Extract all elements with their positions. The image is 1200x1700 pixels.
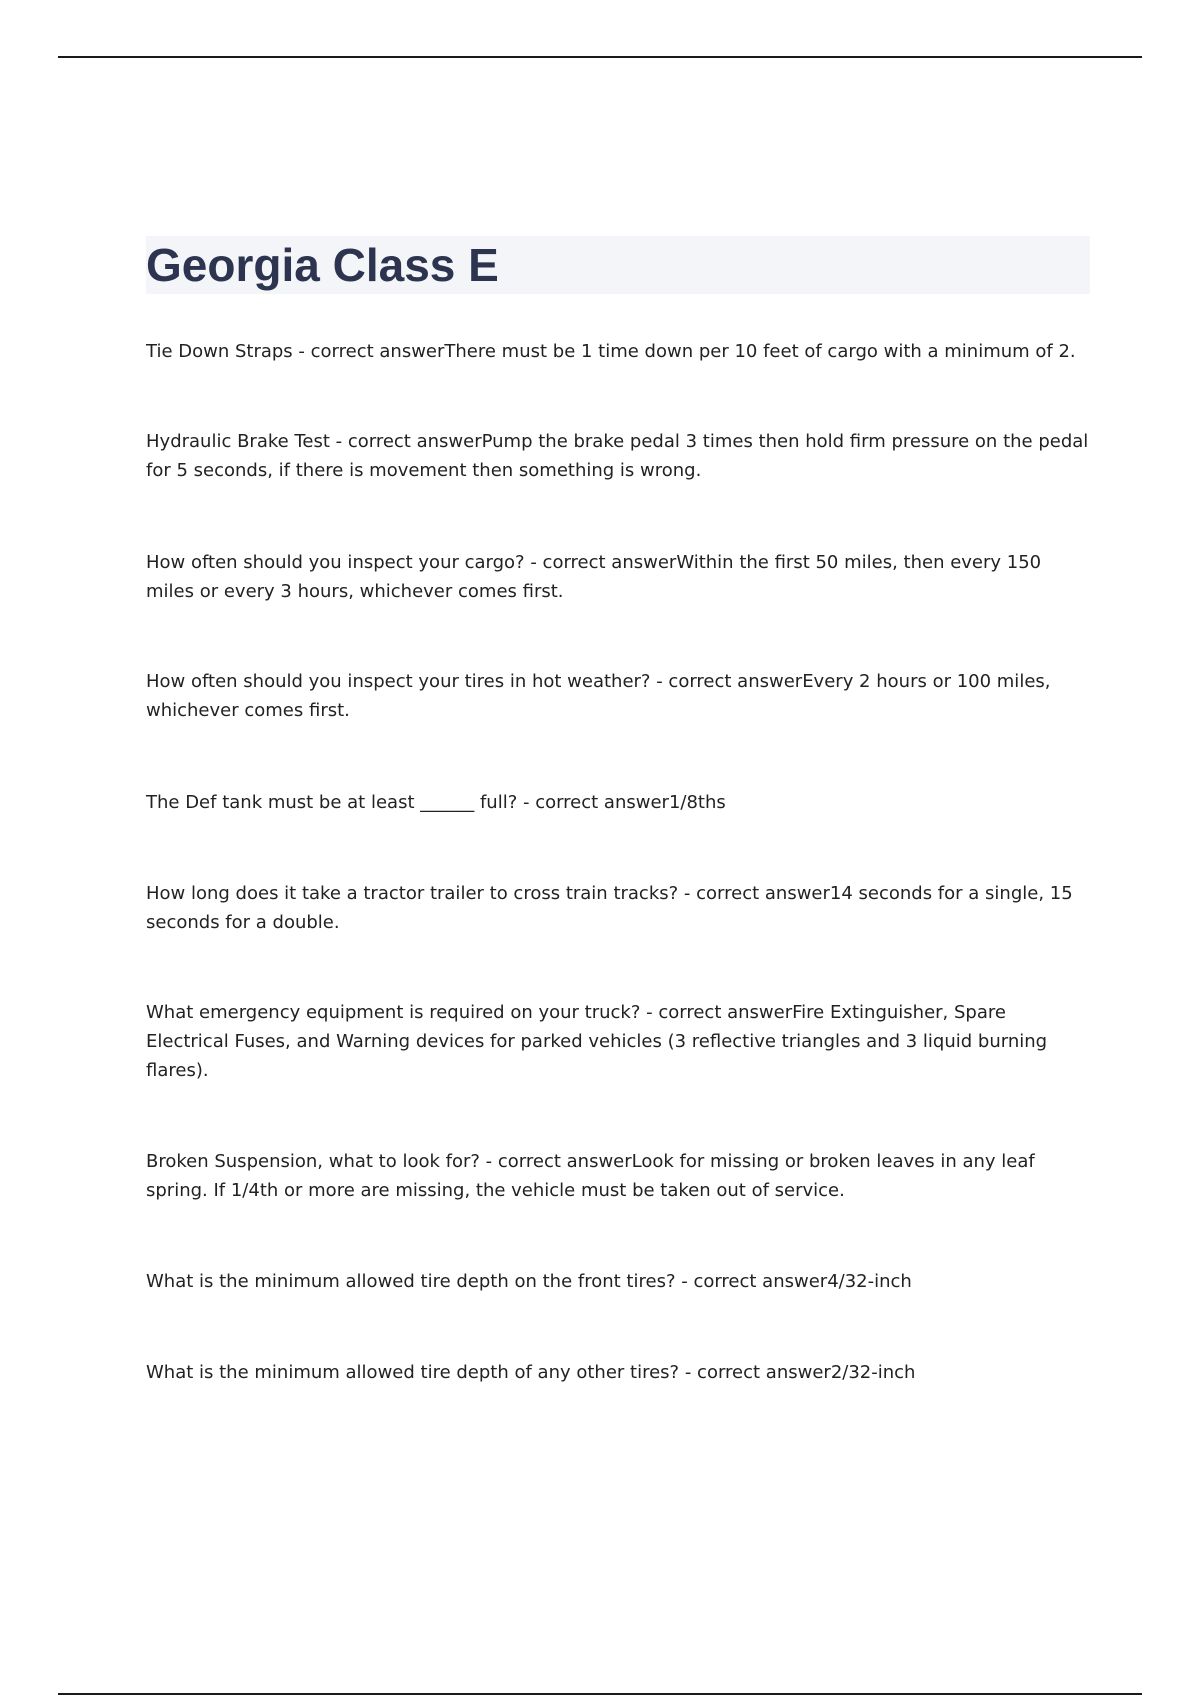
document-title: Georgia Class E [146,239,499,291]
qa-separator: - correct answer [640,1002,793,1023]
qa-question: What emergency equipment is required on your truck? [146,1002,641,1023]
qa-question: What is the minimum allowed tire depth on the front tires? [146,1271,676,1292]
qa-answer: Every 2 hours or 100 miles, whichever comes first. [146,671,1057,721]
qa-answer: 1/8ths [668,792,726,813]
qa-entry-5 [146,788,1092,817]
qa-separator: - correct answer [679,1362,831,1383]
qa-question: How long does it take a tractor trailer to cross train tracks? [146,883,679,904]
qa-question: The Def tank must be at least ______ full? [146,792,518,813]
qa-entry-4 [146,667,1092,725]
qa-entry-9 [146,1267,1092,1296]
qa-question: Hydraulic Brake Test [146,431,330,452]
qa-separator: - correct answer [517,792,669,813]
qa-answer: Fire Extinguisher, Spare Electrical Fuses, and Warning devices for parked vehicles (3 reflective triangles and 3 liquid burning flares). [146,1002,1053,1081]
qa-answer: 2/32-inch [830,1362,916,1383]
qa-separator: - correct answer [329,431,482,452]
qa-separator: - correct answer [650,671,803,692]
qa-entry-8 [146,1147,1092,1205]
qa-answer: There must be 1 time down per 10 feet of cargo with a minimum of 2. [444,341,1076,362]
qa-question: Tie Down Straps [146,341,293,362]
qa-entry-3 [146,548,1092,606]
qa-entry-2 [146,427,1095,485]
qa-entry-10 [146,1358,1092,1387]
qa-separator: - correct answer [524,552,677,573]
qa-entry-7 [146,998,1092,1085]
qa-separator: - correct answer [675,1271,828,1292]
qa-question: How often should you inspect your tires in hot weather? [146,671,651,692]
qa-answer: Pump the brake pedal 3 times then hold firm pressure on the pedal for 5 seconds, if there is movement then something is wrong. [146,431,1095,481]
qa-answer: 4/32-inch [827,1271,912,1292]
footer-rule [58,1693,1142,1695]
qa-entry-1 [146,337,1092,366]
qa-question: Broken Suspension, what to look for? [146,1151,480,1172]
qa-entry-6 [146,879,1092,937]
qa-answer: Within the first 50 miles, then every 150 miles or every 3 hours, whichever comes first. [146,552,1047,602]
qa-question: What is the minimum allowed tire depth of any other tires? [146,1362,680,1383]
qa-answer: Look for missing or broken leaves in any leaf spring. If 1/4th or more are missing, the vehicle must be taken out of service. [146,1151,1041,1201]
qa-question: How often should you inspect your cargo? [146,552,525,573]
header-rule [58,56,1142,58]
qa-answer: 14 seconds for a single, 15 seconds for a double. [146,883,1079,933]
qa-separator: - correct answer [479,1151,632,1172]
qa-separator: - correct answer [678,883,830,904]
qa-separator: - correct answer [292,341,445,362]
